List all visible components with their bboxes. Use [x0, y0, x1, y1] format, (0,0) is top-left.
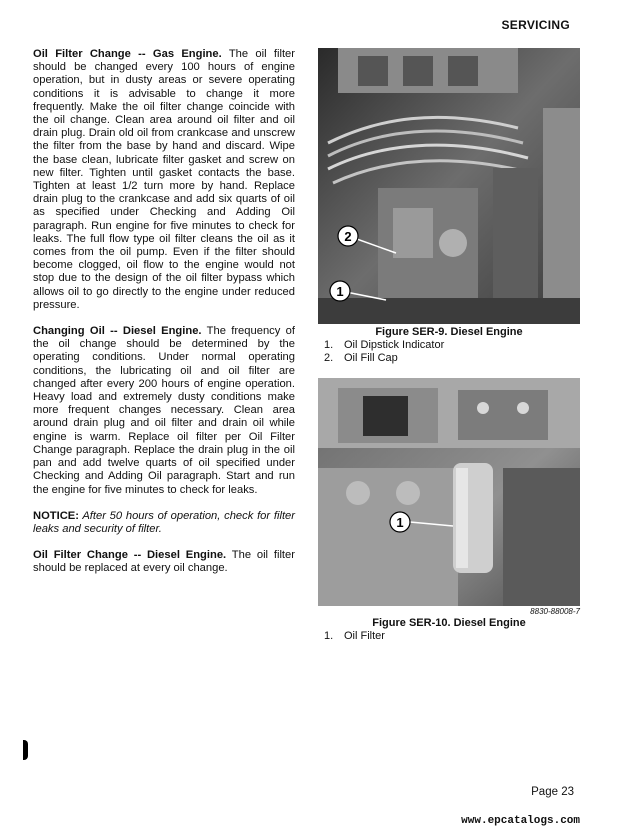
body-text-column — [33, 48, 295, 589]
figure-caption-title: Figure SER-9. Diesel Engine — [375, 326, 523, 338]
page-number: Page 23 — [531, 786, 574, 798]
paragraph-oil-filter-diesel — [33, 549, 295, 575]
notice-body: After 50 hours of operation, check for filter leaks and security of filter. — [33, 509, 295, 535]
paragraph-body: The frequency of the oil change should be determined by the operating conditions. Under normal operating conditions, the lubricating oil and oil filter are changed after every 200 hours of engine operation. Heavy load and extremely dusty conditions make more frequent changes necessary. Clean area around drain plug and oil filter and drain oil while engine is warm. Replace oil filter per Oil Filter Change paragraph. Replace the drain plug in the oil pan and add twelve quarts of oil specified under Checking and Adding Oil paragraph. Start and run the engine for five minutes to check for leaks. — [33, 325, 295, 496]
legend-number: 1. — [324, 339, 334, 351]
figure-ser-9-photo — [318, 48, 580, 324]
figure-legend-list — [318, 339, 580, 365]
callout-1-label: 1 — [336, 284, 344, 299]
callout-1-label: 1 — [396, 515, 404, 530]
paragraph-title: Oil Filter Change -- Gas Engine. — [33, 48, 222, 60]
paragraph-body: The oil filter should be changed every 100 hours of engine operation, but in dusty areas or severe operating conditions it is advisable to change it more frequently. Make the oil filter change coincide with the oil change. Clean area around oil filter and oil drain plug. Drain old oil from crankcase and unscrew the filter from the base by hand and discard. Wipe the base clean, lubricate filter gasket and screw on new filter. Tighten until gasket contacts the base. Tighten at least 1/2 turn more by hand. Replace drain plug to the crankcase and add six quarts of oil as specified under Checking and Adding Oil paragraph. Run engine for five minutes to check for leaks. The full flow type oil filter cleans the oil as it comes from the oil pump. Even if the filter should become clogged, oil flow to the engine would not stop due to the design of the oil filter bypass which allows oil to go directly to the engine under reduced pressure. — [33, 48, 295, 311]
callout-2-label: 2 — [344, 229, 352, 244]
figure-legend-list — [318, 630, 580, 643]
paragraph-body: The oil filter should be replaced at every oil change. — [33, 549, 295, 575]
legend-item — [318, 339, 580, 352]
website-watermark: www.epcatalogs.com — [461, 815, 580, 827]
figure-id: 8830-88008-7 — [530, 607, 580, 616]
legend-item — [318, 352, 580, 365]
legend-number: 1. — [324, 630, 334, 642]
engine-photo-illustration — [318, 48, 580, 324]
paragraph-changing-oil-diesel — [33, 325, 295, 497]
figure-ser-10-caption — [318, 617, 580, 643]
paragraph-oil-filter-gas — [33, 48, 295, 312]
figure-caption-title: Figure SER-10. Diesel Engine — [372, 617, 526, 629]
figure-ser-10-photo — [318, 378, 580, 606]
section-header: SERVICING — [501, 18, 570, 32]
engine-photo-illustration — [318, 378, 580, 606]
margin-binding-mark — [23, 740, 28, 760]
legend-label: Oil Dipstick Indicator — [344, 339, 445, 351]
legend-label: Oil Fill Cap — [344, 352, 398, 364]
legend-label: Oil Filter — [344, 630, 385, 642]
notice-label: NOTICE: — [33, 509, 79, 522]
legend-number: 2. — [324, 352, 334, 364]
paragraph-title: Changing Oil -- Diesel Engine. — [33, 325, 202, 338]
legend-item — [318, 630, 580, 643]
notice-paragraph — [33, 510, 295, 536]
figure-ser-9-caption — [318, 326, 580, 365]
paragraph-title: Oil Filter Change -- Diesel Engine. — [33, 549, 227, 562]
